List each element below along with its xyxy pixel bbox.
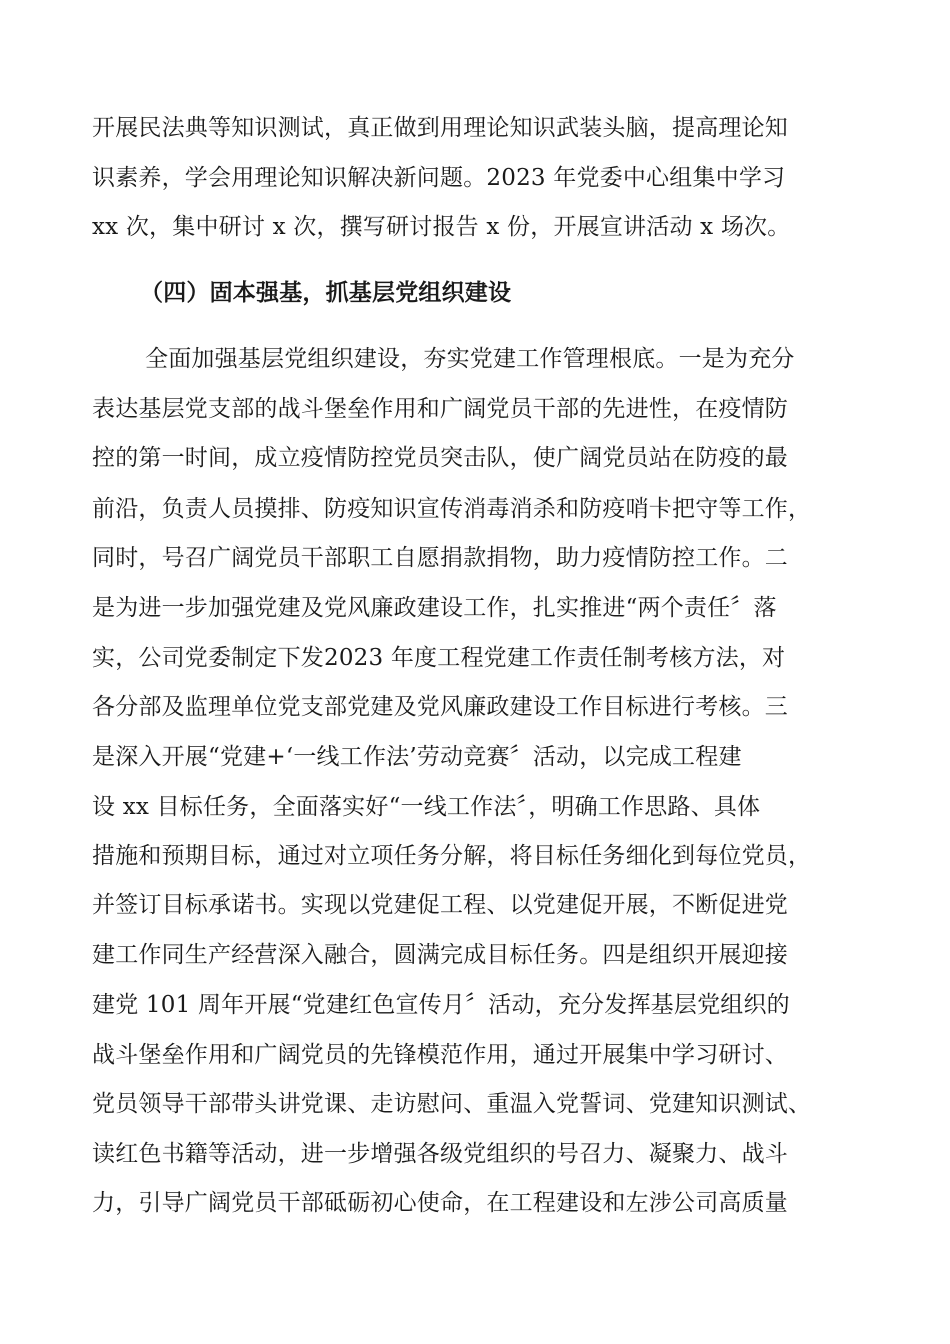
paragraph-line: 表达基层党支部的战斗堡垒作用和广阔党员干部的先进性，在疫情防 <box>92 396 788 422</box>
paragraph-line: 开展民法典等知识测试，真正做到用理论知识武装头脑，提高理论知 <box>92 115 788 141</box>
paragraph-line: 是深入开展“党建+‘一线工作法’劳动竞赛〞活动，以完成工程建 <box>92 744 742 770</box>
paragraph-line: xx 次，集中研讨 x 次，撰写研讨报告 x 份，开展宣讲活动 x 场次。 <box>92 214 791 240</box>
paragraph-line: 建工作同生产经营深入融合，圆满完成目标任务。四是组织开展迎接 <box>92 942 788 968</box>
paragraph-line: 读红色书籍等活动，进一步增强各级党组织的号召力、凝聚力、战斗 <box>92 1141 788 1167</box>
paragraph-line: 实，公司党委制定下发2023 年度工程党建工作责任制考核方法，对 <box>92 645 786 671</box>
section-heading: （四）固本强基，抓基层党组织建设 <box>140 280 512 306</box>
paragraph-line: 各分部及监理单位党支部党建及党风廉政建设工作目标进行考核。三 <box>92 694 788 720</box>
paragraph-line: 前沿，负责人员摸排、防疫知识宣传消毒消杀和防疫哨卡把守等工作， <box>92 496 812 522</box>
paragraph-line: 战斗堡垒作用和广阔党员的先锋模范作用，通过开展集中学习研讨、 <box>92 1042 788 1068</box>
paragraph-line: 控的第一时间，成立疫情防控党员突击队，使广阔党员站在防疫的最 <box>92 445 788 471</box>
paragraph-line: 建党 101 周年开展“党建红色宣传月〞活动，充分发挥基层党组织的 <box>92 992 790 1018</box>
paragraph-line: 设 xx 目标任务，全面落实好“一线工作法〞，明确工作思路、具体 <box>92 794 761 820</box>
paragraph-line: 识素养，学会用理论知识解决新问题。2023 年党委中心组集中学习 <box>92 165 786 191</box>
paragraph-line: 党员领导干部带头讲党课、走访慰问、重温入党誓词、党建知识测试、 <box>92 1091 812 1117</box>
paragraph-line: 措施和预期目标，通过对立项任务分解，将目标任务细化到每位党员， <box>92 843 812 869</box>
paragraph-line: 力，引导广阔党员干部砥砺初心使命，在工程建设和左涉公司高质量 <box>92 1190 788 1216</box>
paragraph-line: 同时，号召广阔党员干部职工自愿捐款捐物，助力疫情防控工作。二 <box>92 545 788 571</box>
paragraph-line: 并签订目标承诺书。实现以党建促工程、以党建促开展，不断促进党 <box>92 892 788 918</box>
paragraph-line: 全面加强基层党组织建设，夯实党建工作管理根底。一是为充分 <box>145 346 795 372</box>
paragraph-line: 是为进一步加强党建及党风廉政建设工作，扎实推进“两个责任〞落 <box>92 595 777 621</box>
